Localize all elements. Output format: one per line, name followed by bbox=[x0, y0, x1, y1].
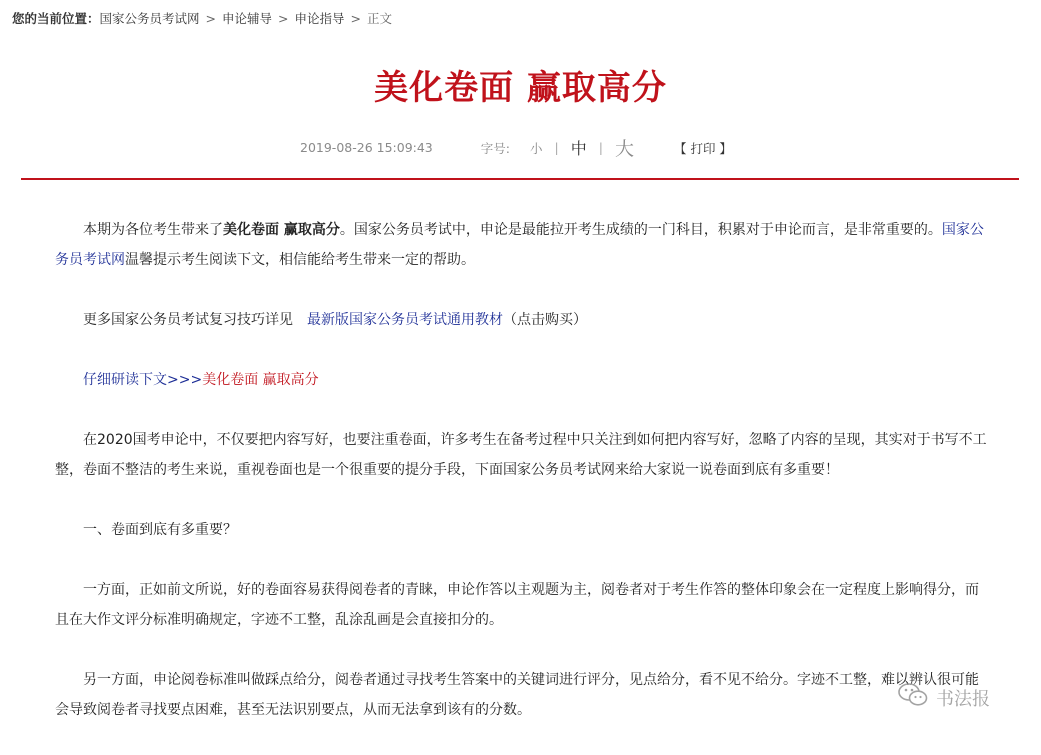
article-paragraph: 一方面，正如前文所说，好的卷面容易获得阅卷者的青睐，申论作答以主观题为主，阅卷者对于考生作答的整体印象会在一定程度上影响得分，而且在大作文评分标准明确规定，字迹不工整，乱涂乱画是会直接扣分的。 bbox=[55, 582, 979, 628]
page-title: 美化卷面 赢取高分 bbox=[374, 68, 667, 108]
breadcrumb-item-instruction[interactable]: 申论指导 bbox=[294, 11, 345, 26]
wechat-icon bbox=[898, 682, 928, 713]
paragraph-text: 温馨提示考生阅读下文，相信能给考生带来一定的帮助。 bbox=[125, 252, 475, 268]
breadcrumb-separator: > bbox=[278, 11, 289, 26]
watermark-text: 书法报 bbox=[936, 688, 990, 710]
textbook-link[interactable]: 最新版国家公务员考试通用教材 bbox=[307, 312, 503, 328]
article-paragraph: 在2020国考申论中，不仅要把内容写好，也要注重卷面，许多考生在备考过程中只关注到如何把内容写好，忽略了内容的呈现，其实对于书写不工整，卷面不整洁的考生来说，重视卷面也是一个很重要的提分手段，下面国家公务员考试网来给大家说一说卷面到底有多重要！ bbox=[55, 432, 987, 478]
paragraph-text: 本期为各位考生带来了 bbox=[83, 222, 223, 238]
article-title-link[interactable]: 美化卷面 赢取高分 bbox=[202, 372, 319, 388]
bold-title-text: 美化卷面 赢取高分 bbox=[223, 222, 340, 238]
paragraph-text: 更多国家公务员考试复习技巧详见 bbox=[83, 312, 307, 328]
breadcrumb-item-guidance[interactable]: 申论辅导 bbox=[222, 11, 273, 26]
breadcrumb-separator: > bbox=[205, 11, 217, 26]
paragraph-text: 。国家公务员考试中，申论是最能拉开考生成绩的一门科目，积累对于申论而言，是非常重要的。 bbox=[339, 222, 942, 238]
watermark bbox=[898, 682, 990, 713]
article-paragraph: 另一方面，申论阅卷标准叫做踩点给分，阅卷者通过寻找考生答案中的关键词进行评分，见点给分，看不见不给分。字迹不工整，难以辨认很可能会导致阅卷者寻找要点困难，甚至无法识别要点，从而无法拿到该有的分数。 bbox=[55, 672, 979, 718]
article-paragraph bbox=[55, 305, 990, 335]
font-size-large-button[interactable]: 大 bbox=[614, 138, 634, 160]
breadcrumb-prefix: 您的当前位置： bbox=[12, 11, 100, 26]
title-divider bbox=[21, 178, 1019, 180]
font-size-divider: | bbox=[554, 140, 559, 155]
font-size-label: 字号: bbox=[480, 140, 510, 156]
article-paragraph bbox=[55, 365, 990, 395]
breadcrumb-item-current: 正文 bbox=[367, 11, 393, 26]
paragraph-text: （点击购买） bbox=[503, 312, 587, 328]
print-button[interactable]: 【 打印 】 bbox=[673, 140, 732, 156]
breadcrumb-separator: > bbox=[350, 11, 362, 26]
article-body bbox=[55, 215, 990, 755]
breadcrumb-item-home[interactable]: 国家公务员考试网 bbox=[99, 11, 200, 26]
section-heading: 一、卷面到底有多重要？ bbox=[83, 522, 237, 538]
font-size-divider: | bbox=[598, 140, 603, 155]
font-size-medium-button[interactable]: 中 bbox=[570, 139, 587, 158]
font-size-small-button[interactable]: 小 bbox=[529, 140, 543, 156]
site-link[interactable]: 国家公务员考试网 bbox=[55, 222, 984, 268]
publish-date: 2019-08-26 15:09:43 bbox=[300, 140, 433, 155]
breadcrumb bbox=[12, 9, 392, 27]
article-meta bbox=[300, 134, 732, 161]
read-more-link[interactable]: 仔细研读下文>>> bbox=[83, 372, 203, 388]
article-paragraph bbox=[55, 215, 990, 275]
